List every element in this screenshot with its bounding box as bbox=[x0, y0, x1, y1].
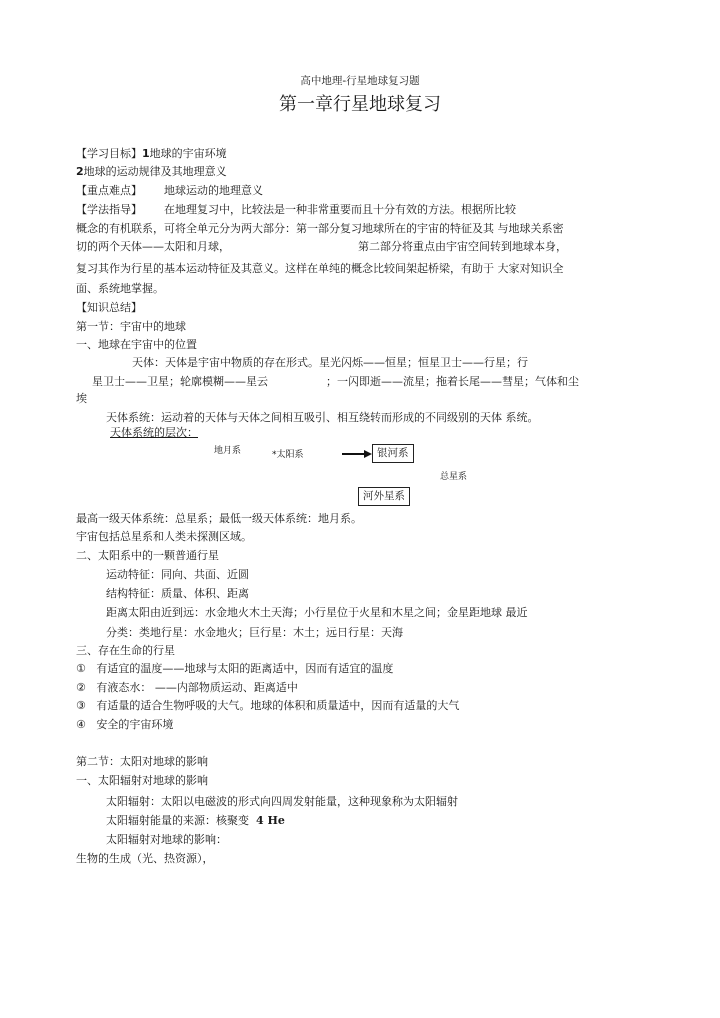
method-guide bbox=[76, 203, 516, 217]
key-text: 地球运动的地理意义 bbox=[164, 184, 263, 197]
item-number: ① bbox=[76, 662, 86, 675]
diagram-galaxy: 银河系 bbox=[372, 444, 414, 463]
celestial-line-1: 天体：天体是宇宙中物质的存在形式。星光闪烁——恒星；恒星卫士——行星；行 bbox=[132, 356, 528, 369]
celestial-line-2b: ；一闪即逝——流星；拖着长尾——彗星；气体和尘 bbox=[326, 375, 579, 388]
method-text-2: 概念的有机联系，可将全单元分为两大部分：第一部分复习地球所在的宇宙的特征及其 与地球关系密 bbox=[76, 222, 564, 235]
section1-heading: 第一节：宇宙中的地球 bbox=[76, 320, 186, 333]
key-label: 【重点难点】 bbox=[76, 184, 142, 197]
diagram-arrow-head bbox=[364, 450, 372, 458]
list-item bbox=[76, 718, 173, 732]
key-difficulty bbox=[76, 184, 263, 198]
list-item bbox=[76, 662, 393, 676]
item-text: 有适宜的温度——地球与太阳的距离适中，因而有适宜的温度 bbox=[96, 662, 394, 675]
method-text-1: 在地理复习中，比较法是一种非常重要而且十分有效的方法。根据所比较 bbox=[164, 203, 516, 216]
section1-sub1: 一、地球在宇宙中的位置 bbox=[76, 338, 197, 351]
learning-goal-2 bbox=[76, 165, 227, 179]
diagram-earth-moon: 地月系 bbox=[214, 446, 242, 456]
item-text: 有液态水： ——内部物质运动、距离适中 bbox=[96, 681, 298, 694]
goal-text-2: 地球的运动规律及其地理意义 bbox=[83, 165, 227, 178]
radiation-effects: 太阳辐射对地球的影响： bbox=[106, 833, 227, 846]
method-text-3 bbox=[76, 240, 230, 254]
planet-distance: 距离太阳由近到远：水金地火木土天海；小行星位于火星和木星之间；金星距地球 最近 bbox=[106, 606, 528, 619]
method-label: 【学法指导】 bbox=[76, 203, 142, 216]
section1-sub2: 二、太阳系中的一颗普通行星 bbox=[76, 549, 219, 562]
document-subtitle: 高中地理-行星地球复习题 bbox=[300, 75, 420, 87]
section1-sub3: 三、存在生命的行星 bbox=[76, 644, 175, 657]
goal-text-1: 地球的宇宙环境 bbox=[149, 147, 227, 160]
learning-goal bbox=[76, 147, 227, 161]
goal-2-number: 2 bbox=[76, 165, 84, 178]
structure-features: 结构特征：质量、体积、距离 bbox=[106, 587, 249, 600]
section2-sub1: 一、太阳辐射对地球的影响 bbox=[76, 774, 208, 787]
item-text: 有适量的适合生物呼吸的大气。地球的体积和质量适中，因而有适量的大气 bbox=[96, 699, 460, 712]
motion-features: 运动特征：同向、共面、近圆 bbox=[106, 568, 249, 581]
item-number: ④ bbox=[76, 718, 86, 731]
item-text: 安全的宇宙环境 bbox=[96, 718, 174, 731]
item-number: ③ bbox=[76, 699, 86, 712]
radiation-source bbox=[106, 814, 285, 828]
celestial-line-2a: 星卫士——卫星；轮廓模糊——星云 bbox=[92, 375, 268, 388]
planet-classes: 分类：类地行星：水金地火；巨行星：木土；远日行星：天海 bbox=[106, 626, 403, 639]
universe-scope: 宇宙包括总星系和人类未探测区域。 bbox=[76, 530, 252, 543]
method-text-3a: 切的两个天体——太阳和月球， bbox=[76, 240, 230, 253]
item-number: ② bbox=[76, 681, 86, 694]
document-title: 第一章行星地球复习 bbox=[279, 94, 441, 115]
method-text-3b: 第二部分将重点由宇宙空间转到地球本身， bbox=[358, 240, 567, 253]
system-definition: 天体系统：运动着的天体与天体之间相互吸引、相互绕转而形成的不同级别的天体 系统。 bbox=[106, 411, 539, 424]
diagram-arrow bbox=[342, 453, 366, 455]
highest-system: 最高一级天体系统：总星系；最低一级天体系统：地月系。 bbox=[76, 512, 362, 525]
biology-formation: 生物的生成（光、热资源）， bbox=[76, 852, 214, 865]
radiation-source-text: 太阳辐射能量的来源：核聚变 bbox=[106, 814, 249, 827]
goal-label: 【学习目标】 bbox=[76, 147, 142, 160]
method-text-4: 复习其作为行星的基本运动特征及其意义。这样在单纯的概念比较间架起桥梁，有助于 大家对知识全 bbox=[76, 262, 564, 275]
levels-label: 天体系统的层次： bbox=[110, 426, 198, 439]
diagram-solar-system: *太阳系 bbox=[272, 450, 304, 460]
section2-heading: 第二节：太阳对地球的影响 bbox=[76, 755, 208, 768]
celestial-line-3: 埃 bbox=[76, 392, 87, 405]
diagram-total: 总星系 bbox=[440, 472, 468, 482]
solar-radiation-def: 太阳辐射：太阳以电磁波的形式向四周发射能量，这种现象称为太阳辐射 bbox=[106, 795, 458, 808]
list-item bbox=[76, 699, 459, 713]
list-item bbox=[76, 681, 298, 695]
method-text-5: 面、系统地掌握。 bbox=[76, 282, 164, 295]
summary-label: 【知识总结】 bbox=[76, 301, 142, 314]
diagram-extragalactic: 河外星系 bbox=[358, 487, 410, 506]
helium-formula: 4 He bbox=[256, 814, 285, 827]
goal-number: 1 bbox=[142, 147, 150, 160]
